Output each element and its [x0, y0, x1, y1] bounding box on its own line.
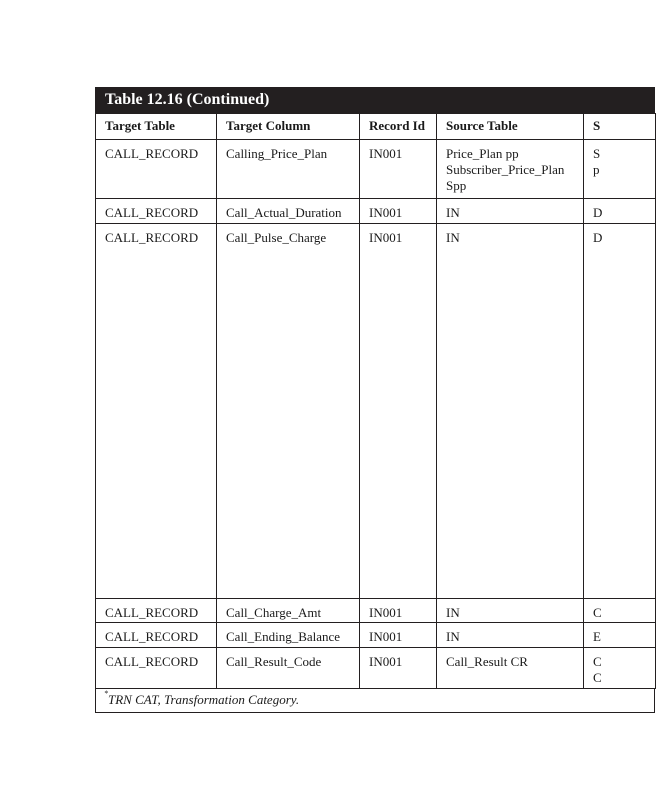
cell-line: p	[593, 162, 600, 177]
cell-target-column: Call_Charge_Amt	[217, 599, 360, 623]
cell-target-table: CALL_RECORD	[96, 140, 217, 199]
cell-record-id: IN001	[360, 648, 437, 689]
cell-source-column: D	[584, 224, 656, 599]
cell-record-id: IN001	[360, 140, 437, 199]
cell-target-table: CALL_RECORD	[96, 599, 217, 623]
table-container	[95, 87, 655, 713]
header-record-id: Record Id	[360, 114, 437, 140]
table-row	[96, 199, 656, 224]
cell-line: S	[593, 146, 601, 161]
header-row	[96, 114, 656, 140]
cell-line: Price_Plan pp	[446, 146, 519, 161]
cell-record-id: IN001	[360, 623, 437, 648]
cell-record-id: IN001	[360, 599, 437, 623]
cell-line: Spp	[446, 178, 467, 193]
cell-source-column	[584, 648, 656, 689]
table-row	[96, 224, 656, 599]
cell-target-column: Call_Actual_Duration	[217, 199, 360, 224]
mapping-table	[95, 113, 656, 689]
cell-line: C	[593, 654, 602, 669]
cell-target-table: CALL_RECORD	[96, 224, 217, 599]
footnote-text: TRN CAT, Transformation Category.	[108, 692, 300, 707]
cell-source-column: D	[584, 199, 656, 224]
header-source-table: Source Table	[437, 114, 584, 140]
cell-source-table: IN	[437, 599, 584, 623]
header-target-table: Target Table	[96, 114, 217, 140]
cell-target-table: CALL_RECORD	[96, 648, 217, 689]
cell-source-column	[584, 140, 656, 199]
footnote-marker: *	[104, 689, 108, 698]
cell-target-column: Call_Result_Code	[217, 648, 360, 689]
cell-record-id: IN001	[360, 199, 437, 224]
table-caption: Table 12.16 (Continued)	[95, 87, 655, 113]
table-row	[96, 140, 656, 199]
cell-target-column: Calling_Price_Plan	[217, 140, 360, 199]
table-row	[96, 599, 656, 623]
cell-target-column: Call_Pulse_Charge	[217, 224, 360, 599]
table-row	[96, 623, 656, 648]
header-source-column: S	[584, 114, 656, 140]
cell-source-table: IN	[437, 224, 584, 599]
cell-source-table: IN	[437, 623, 584, 648]
table-row	[96, 648, 656, 689]
cell-line: Subscriber_Price_Plan	[446, 162, 565, 177]
table-footnote	[95, 689, 655, 713]
cell-record-id: IN001	[360, 224, 437, 599]
cell-source-column: C	[584, 599, 656, 623]
cell-target-table: CALL_RECORD	[96, 199, 217, 224]
header-target-column: Target Column	[217, 114, 360, 140]
cell-target-column: Call_Ending_Balance	[217, 623, 360, 648]
cell-source-table: Call_Result CR	[437, 648, 584, 689]
cell-source-column: E	[584, 623, 656, 648]
cell-target-table: CALL_RECORD	[96, 623, 217, 648]
cell-source-table	[437, 140, 584, 199]
cell-source-table: IN	[437, 199, 584, 224]
cell-line: C	[593, 670, 602, 685]
